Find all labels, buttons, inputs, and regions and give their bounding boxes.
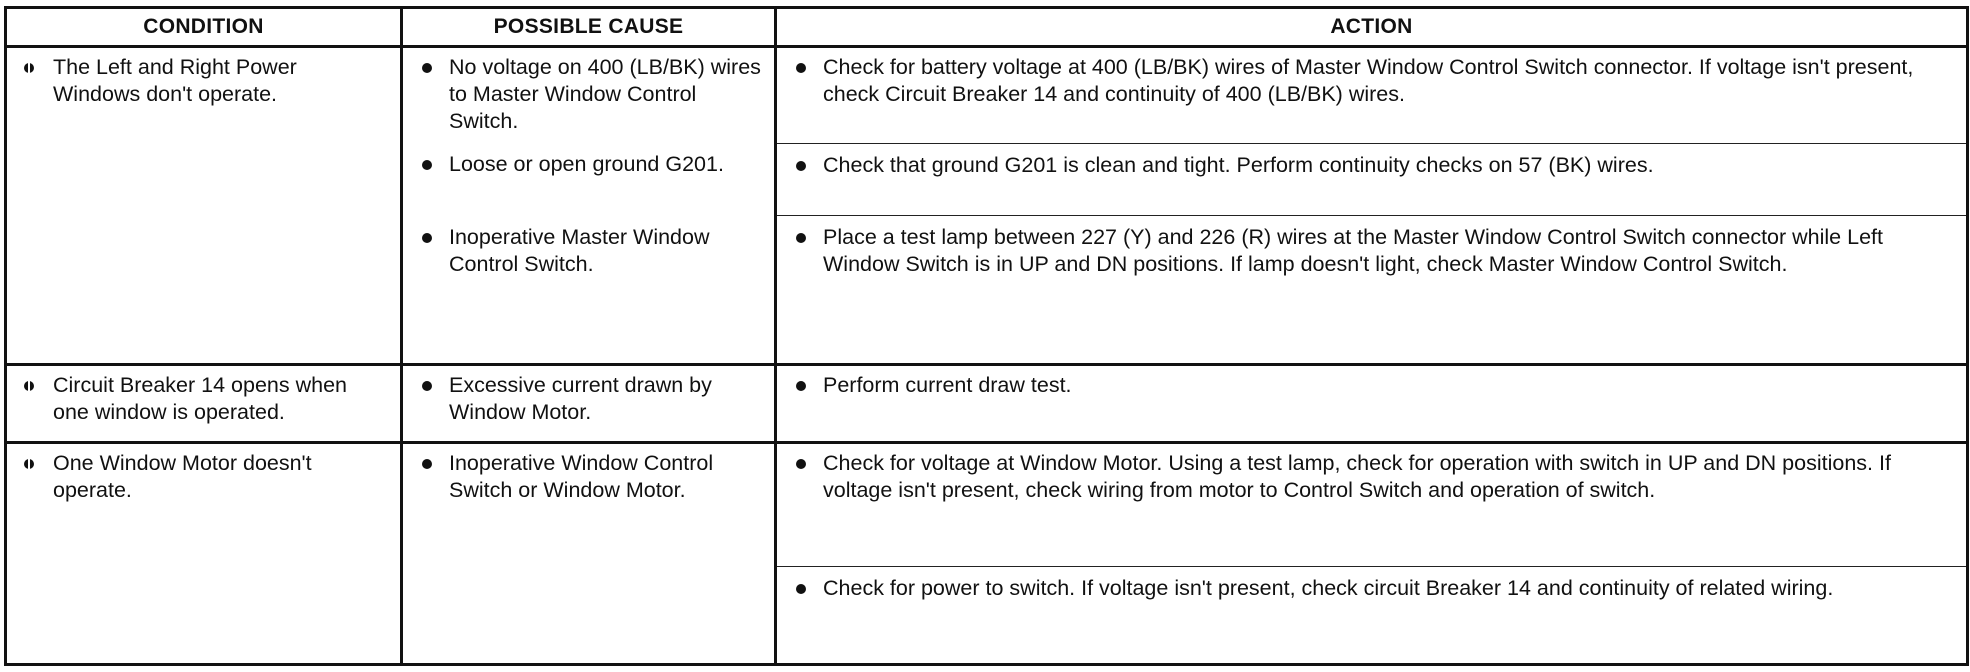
bullet-icon bbox=[796, 233, 806, 243]
cause-cell bbox=[402, 365, 776, 443]
condition-text: One Window Motor doesn't operate. bbox=[53, 451, 312, 502]
action-text: Perform current draw test. bbox=[823, 373, 1072, 397]
bullet-icon bbox=[796, 381, 806, 391]
action-text: Check for voltage at Window Motor. Using a test lamp, check for operation with switch in UP and DN positions. If voltage isn't present, check wiring from motor to Control Switch and operation of switch. bbox=[823, 451, 1891, 502]
action-entry bbox=[777, 366, 1966, 407]
action-entry bbox=[777, 143, 1966, 215]
action-text: Check for power to switch. If voltage isn't present, check circuit Breaker 14 and continuity of related wiring. bbox=[823, 576, 1834, 600]
bullet-icon bbox=[422, 160, 432, 170]
bullet-icon bbox=[24, 459, 34, 469]
bullet-icon bbox=[422, 63, 432, 73]
action-text: Check for battery voltage at 400 (LB/BK) wires of Master Window Control Switch connector. If voltage isn't present, check Circuit Breaker 14 and continuity of 400 (LB/BK) wires. bbox=[823, 55, 1914, 106]
cause-text: Loose or open ground G201. bbox=[449, 152, 724, 176]
condition-cell bbox=[6, 47, 402, 365]
cause-cell bbox=[402, 47, 776, 365]
action-entry bbox=[777, 444, 1966, 566]
bullet-icon bbox=[796, 459, 806, 469]
header-condition: CONDITION bbox=[6, 8, 402, 47]
action-text: Place a test lamp between 227 (Y) and 226 (R) wires at the Master Window Control Switch connector while Left Window Switch is in UP and DN positions. If lamp doesn't light, check Master Window Control Switch. bbox=[823, 225, 1883, 276]
header-possible-cause: POSSIBLE CAUSE bbox=[402, 8, 776, 47]
cause-entry bbox=[403, 143, 774, 216]
action-entry bbox=[777, 48, 1966, 143]
cause-cell bbox=[402, 443, 776, 665]
table-row bbox=[6, 47, 1968, 365]
cause-entry bbox=[403, 48, 774, 143]
condition-text: Circuit Breaker 14 opens when one window is operated. bbox=[53, 373, 347, 424]
action-entry bbox=[777, 566, 1966, 610]
condition-entry bbox=[7, 366, 400, 434]
action-cell bbox=[776, 365, 1968, 443]
bullet-icon bbox=[796, 161, 806, 171]
cause-text: Inoperative Window Control Switch or Window Motor. bbox=[449, 451, 714, 502]
bullet-icon bbox=[422, 233, 432, 243]
bullet-icon bbox=[796, 63, 806, 73]
cause-text: No voltage on 400 (LB/BK) wires to Master Window Control Switch. bbox=[449, 55, 761, 133]
cause-entry bbox=[403, 216, 774, 286]
cause-entry bbox=[403, 366, 774, 434]
table-row bbox=[6, 443, 1968, 665]
condition-cell bbox=[6, 443, 402, 665]
cause-text: Excessive current drawn by Window Motor. bbox=[449, 373, 712, 424]
action-cell bbox=[776, 47, 1968, 365]
bullet-icon bbox=[422, 459, 432, 469]
action-text: Check that ground G201 is clean and tight. Perform continuity checks on 57 (BK) wires. bbox=[823, 153, 1654, 177]
action-entry bbox=[777, 215, 1966, 286]
condition-entry bbox=[7, 48, 400, 116]
condition-cell bbox=[6, 365, 402, 443]
condition-entry bbox=[7, 444, 400, 512]
diagnosis-table bbox=[4, 6, 1969, 666]
cause-text: Inoperative Master Window Control Switch. bbox=[449, 225, 710, 276]
action-cell bbox=[776, 443, 1968, 665]
bullet-icon bbox=[24, 381, 34, 391]
condition-text: The Left and Right Power Windows don't operate. bbox=[53, 55, 297, 106]
bullet-icon bbox=[422, 381, 432, 391]
bullet-icon bbox=[24, 63, 34, 73]
header-action: ACTION bbox=[776, 8, 1968, 47]
table-row bbox=[6, 365, 1968, 443]
header-row bbox=[6, 8, 1968, 47]
bullet-icon bbox=[796, 584, 806, 594]
cause-entry bbox=[403, 444, 774, 512]
